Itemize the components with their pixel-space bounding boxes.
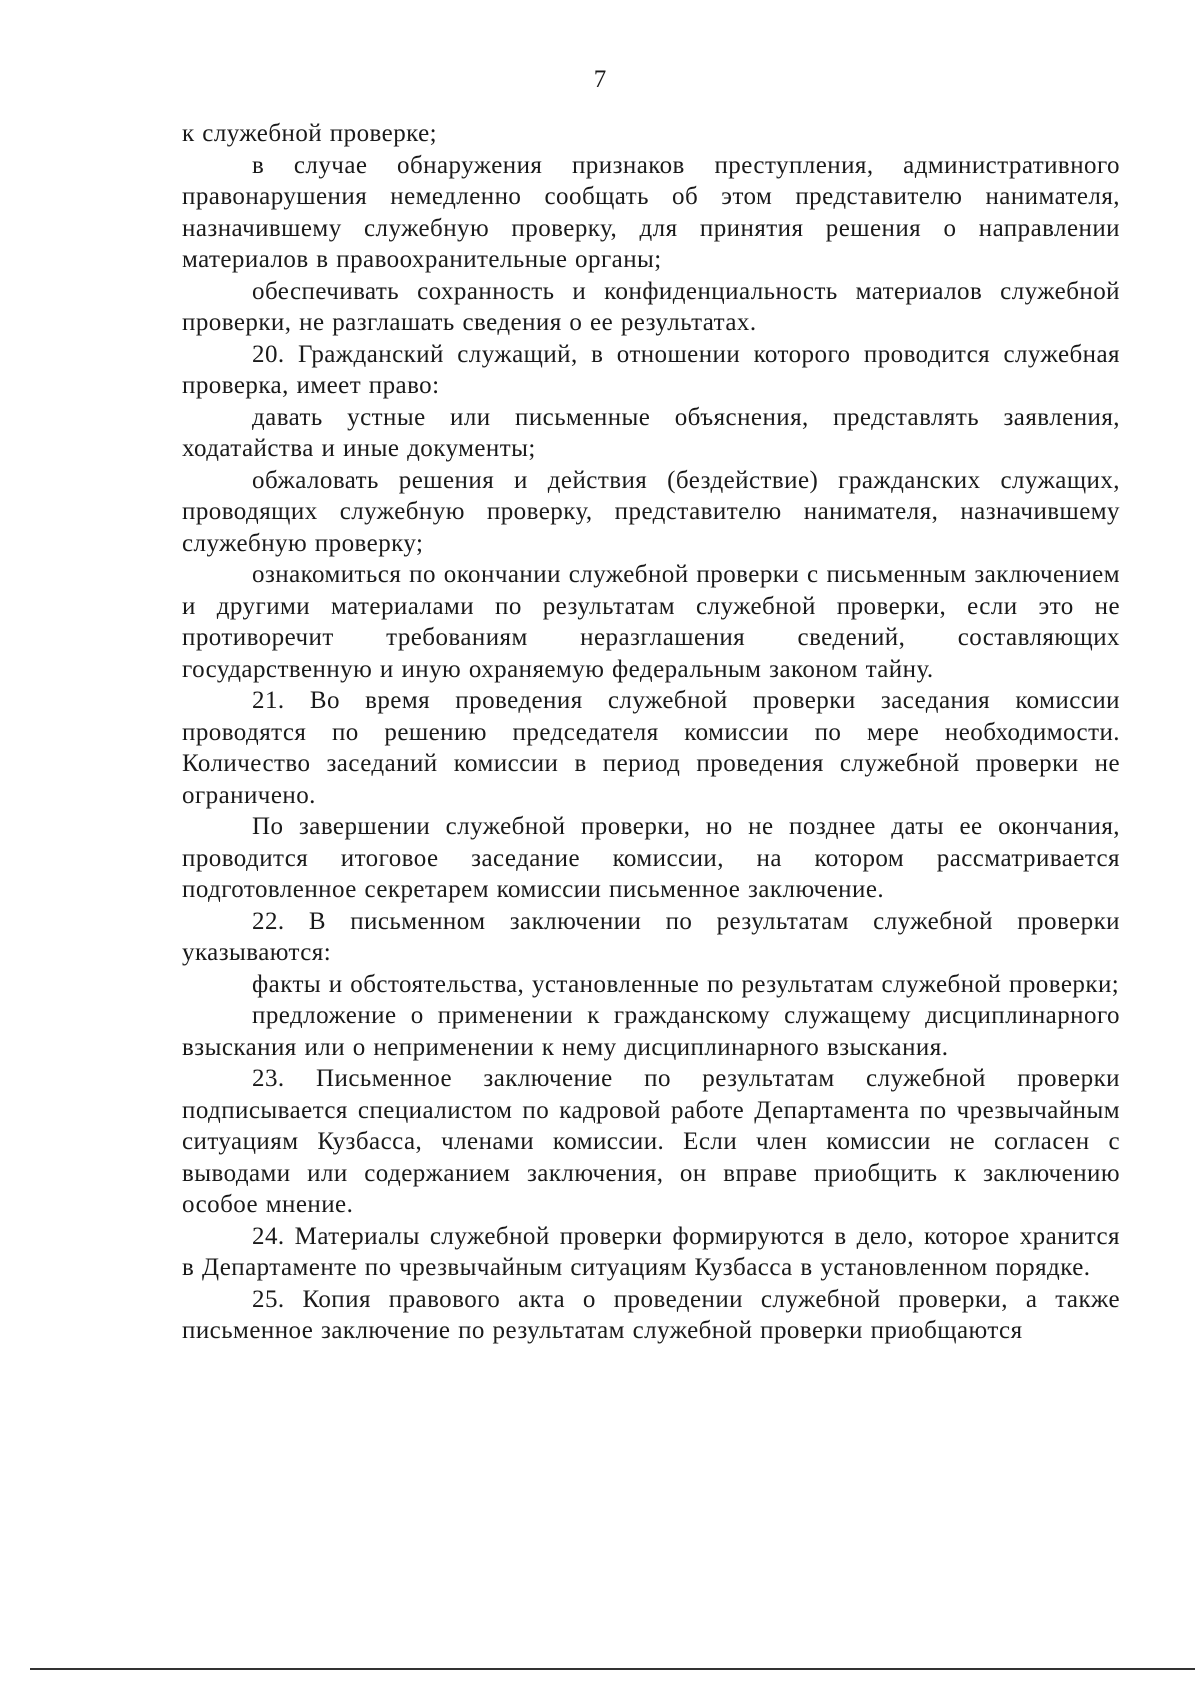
paragraph-3: обеспечивать сохранность и конфиденциальность материалов служебной проверки, не разглашать сведения о ее результатах. bbox=[182, 277, 1120, 336]
bottom-rule bbox=[30, 1668, 1195, 1670]
paragraph-5: давать устные или письменные объяснения, представлять заявления, ходатайства и иные документы; bbox=[182, 403, 1120, 462]
paragraph-15: 25. Копия правового акта о проведении служебной проверки, а также письменное заключение по результатам служебной проверки приобщаются bbox=[182, 1285, 1120, 1344]
paragraph-7: ознакомиться по окончании служебной проверки с письменным заключением и другими материалами по результатам служебной проверки, если это не противоречит требованиям неразглашения сведений, составляющих государственную и иную охраняемую федеральным законом тайну. bbox=[182, 561, 1120, 683]
paragraph-11: факты и обстоятельства, установленные по результатам служебной проверки; bbox=[252, 970, 1120, 998]
paragraph-10: 22. В письменном заключении по результатам служебной проверки указываются: bbox=[182, 907, 1120, 966]
paragraph-12: предложение о применении к гражданскому служащему дисциплинарного взыскания или о неприменении к нему дисциплинарного взыскания. bbox=[182, 1002, 1120, 1061]
paragraph-13: 23. Письменное заключение по результатам служебной проверки подписывается специалистом по кадровой работе Департамента по чрезвычайным ситуациям Кузбасса, членами комиссии. Если член комиссии не согласен с выводами или содержанием заключения, он вправе приобщить к заключению особое мнение. bbox=[182, 1065, 1120, 1218]
paragraph-4: 20. Гражданский служащий, в отношении которого проводится служебная проверка, имеет право: bbox=[182, 340, 1120, 399]
paragraph-9: По завершении служебной проверки, но не позднее даты ее окончания, проводится итоговое заседание комиссии, на котором рассматривается подготовленное секретарем комиссии письменное заключение. bbox=[182, 813, 1120, 903]
paragraph-6: обжаловать решения и действия (бездействие) гражданских служащих, проводящих служебную проверку, представителю нанимателя, назначившему служебную проверку; bbox=[182, 466, 1120, 557]
paragraph-1: к служебной проверке; bbox=[182, 120, 438, 147]
paragraph-14: 24. Материалы служебной проверки формируются в дело, которое хранится в Департаменте по чрезвычайным ситуациям Кузбасса в установленном порядке. bbox=[182, 1222, 1120, 1281]
paragraph-2: в случае обнаружения признаков преступления, административного правонарушения немедленно сообщать об этом представителю нанимателя, назначившему служебную проверку, для принятия решения о направлении материалов в правоохранительные органы; bbox=[182, 151, 1120, 273]
paragraph-8: 21. Во время проведения служебной проверки заседания комиссии проводятся по решению председателя комиссии по мере необходимости. Количество заседаний комиссии в период проведения служебной проверки не ограничено. bbox=[182, 687, 1120, 809]
page-number: 7 bbox=[593, 66, 607, 93]
document-body bbox=[182, 118, 1120, 1347]
